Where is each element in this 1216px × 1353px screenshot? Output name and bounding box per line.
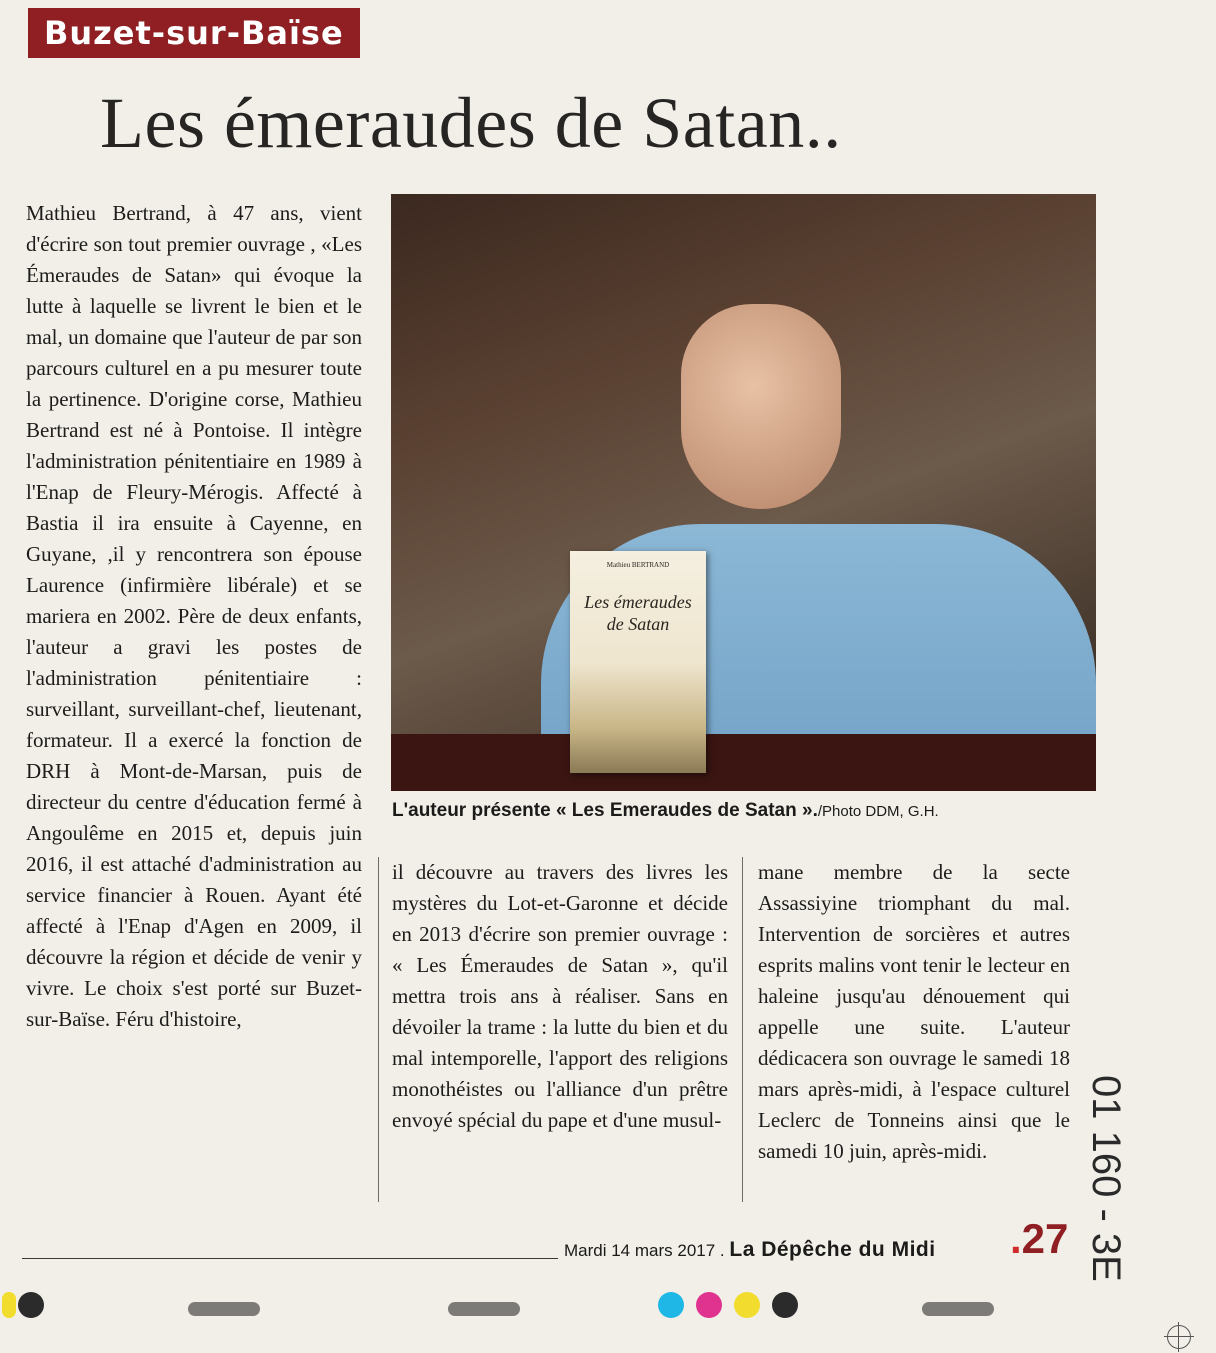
book-cover bbox=[570, 551, 706, 773]
print-bar bbox=[188, 1302, 260, 1316]
caption-text: L'auteur présente « Les Emeraudes de Satan ». bbox=[392, 800, 818, 821]
book-title: Les émeraudes de Satan bbox=[584, 592, 692, 634]
headline: Les émeraudes de Satan.. bbox=[100, 83, 842, 163]
book-author: Mathieu BERTRAND bbox=[606, 561, 670, 569]
registration-mark-yellow bbox=[2, 1292, 16, 1318]
registration-mark-magenta bbox=[696, 1292, 722, 1318]
print-bar bbox=[448, 1302, 520, 1316]
photo-credit: /Photo DDM, G.H. bbox=[817, 803, 939, 820]
newspaper-name: La Dépêche du Midi bbox=[729, 1238, 936, 1261]
page-number: .27 bbox=[1010, 1215, 1069, 1262]
registration-mark-black bbox=[772, 1292, 798, 1318]
bleed-through-text bbox=[660, 0, 1080, 26]
article-column-3: mane membre de la secte Assassiyine triomphant du mal. Intervention de sorcières et autres esprits malins vont tenir le lecteur en haleine jusqu'au dénouement qui appelle une suite. L'auteur dédicacera son ouvrage le samedi 18 mars après-midi, à l'espace culturel Leclerc de Tonneins ainsi que le samedi 10 juin, après-midi. bbox=[758, 860, 1070, 1163]
issue-date: Mardi 14 mars 2017 bbox=[564, 1241, 716, 1260]
registration-mark-black bbox=[18, 1292, 44, 1318]
photo-head bbox=[681, 304, 841, 509]
article-column-1: Mathieu Bertrand, à 47 ans, vient d'écrire son tout premier ouvrage , «Les Émeraudes de Satan» qui évoque la lutte à laquelle se livrent le bien et le mal, un domaine que l'auteur de par son parcours culturel en a pu mesurer toute la pertinence. D'origine corse, Mathieu Bertrand est né à Pontoise. Il intègre l'administration pénitentiaire en 1989 à l'Enap de Fleury-Mérogis. Affecté à Bastia il ira ensuite à Cayenne, en Guyane, ,il y rencontrera son épouse Laurence (infirmière libérale) et se mariera en 2002. Père de deux enfants, l'auteur a gravi les postes de l'administration pénitentiaire : surveillant, surveillant-chef, lieutenant, formateur. Il a exercé la fonction de DRH à Mont-de-Marsan, puis de directeur du centre d'éducation fermé à Angoulême en 2015 et, depuis juin 2016, il est attaché d'administration au service financier à Rouen. Ayant été affecté à l'Enap d'Agen en 2009, il découvre la région et décide de venir y vivre. Le choix s'est porté sur Buzet-sur-Baïse. Féru d'histoire, bbox=[26, 201, 362, 1031]
registration-mark-yellow bbox=[734, 1292, 760, 1318]
footer-separator: . bbox=[719, 1241, 730, 1260]
edge-stamp-code: 01 160 - 3E bbox=[1084, 1075, 1128, 1282]
footer-rule bbox=[22, 1258, 558, 1259]
article-column-2: il découvre au travers des livres les mystères du Lot-et-Garonne et décide en 2013 d'écrire son premier ouvrage : « Les Émeraudes de Satan », qu'il mettra trois ans à réaliser. Sans en dévoiler la trame : la lutte du bien et du mal intemporelle, l'apport des religions monothéistes ou l'alliance d'un prêtre envoyé spécial du pape et d'une musul- bbox=[392, 860, 728, 1132]
page-footer bbox=[564, 1238, 936, 1262]
photo-table bbox=[391, 734, 1096, 791]
print-bar bbox=[922, 1302, 994, 1316]
crop-mark-icon bbox=[1167, 1325, 1191, 1349]
registration-mark-cyan bbox=[658, 1292, 684, 1318]
author-photo bbox=[391, 194, 1096, 791]
section-kicker: Buzet-sur-Baïse bbox=[28, 8, 360, 58]
column-rule bbox=[378, 857, 379, 1202]
photo-caption bbox=[392, 800, 1092, 822]
column-rule bbox=[742, 857, 743, 1202]
